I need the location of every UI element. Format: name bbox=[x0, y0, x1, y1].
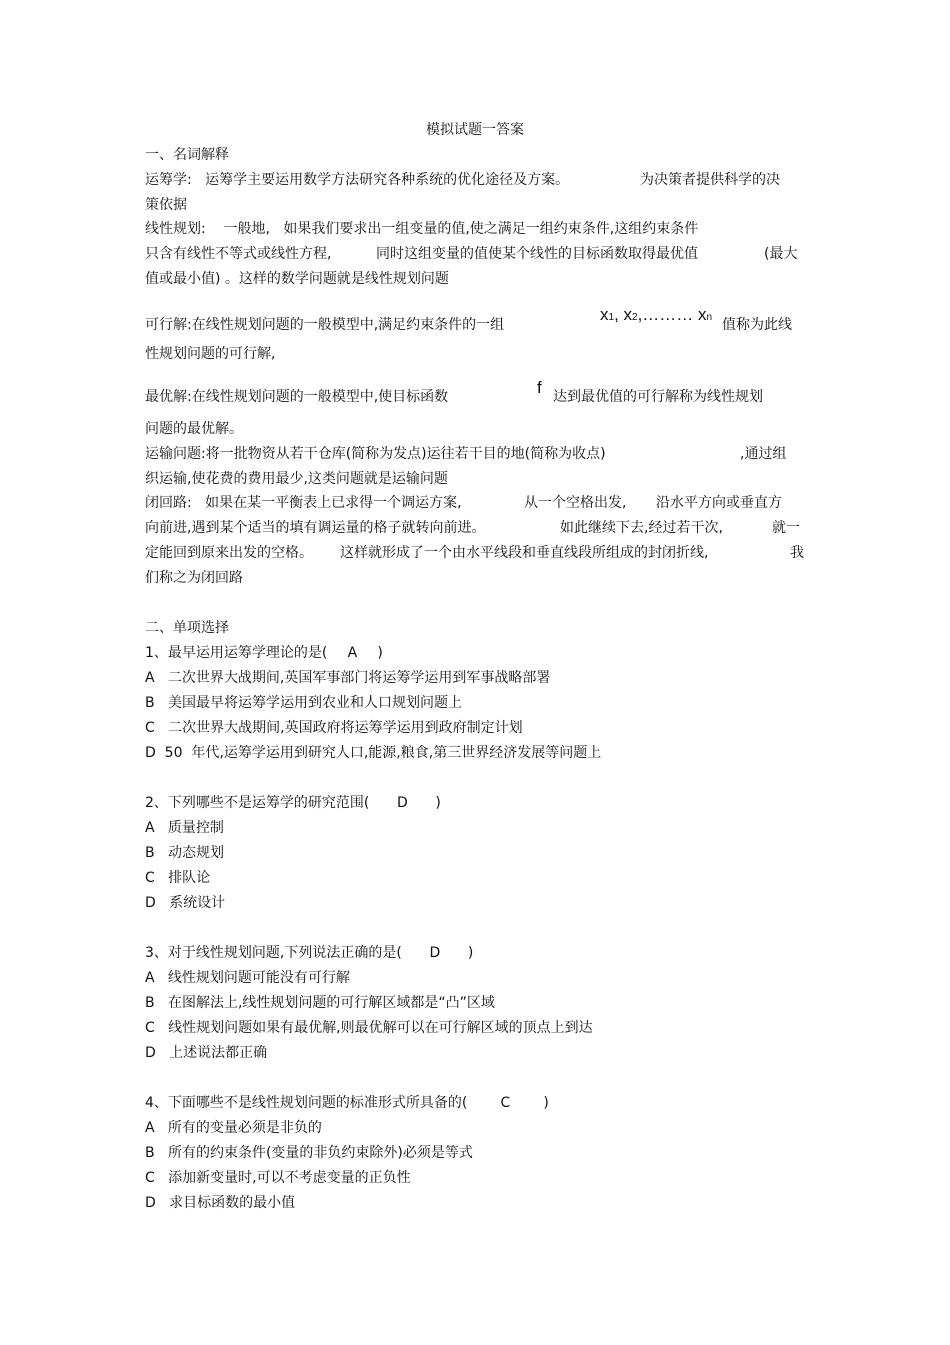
definition-loop-line-3a: 定能回到原来出发的空格。 bbox=[145, 545, 313, 561]
question-4-stem: 4、下面哪些不是线性规划问题的标准形式所具备的( C ) bbox=[145, 1095, 549, 1111]
definition-transport-line-1: 运输问题:将一批物资从若干仓库(简称为发点)运往若干目的地(简称为收点) bbox=[145, 446, 606, 462]
question-4-option-a: A 所有的变量必须是非负的 bbox=[145, 1120, 322, 1136]
question-4-option-b: B 所有的约束条件(变量的非负约束除外)必须是等式 bbox=[145, 1145, 473, 1161]
definition-feasible-line-2: 性规划问题的可行解, bbox=[145, 346, 276, 362]
definition-optimal-line-2: 问题的最优解。 bbox=[145, 421, 243, 437]
question-1-option-a: A 二次世界大战期间,英国军事部门将运筹学运用到军事战略部署 bbox=[145, 670, 551, 686]
definition-loop-line-3c: 我 bbox=[790, 545, 804, 561]
question-3-option-d: D 上述说法都正确 bbox=[145, 1045, 268, 1061]
page-title: 模拟试题一答案 bbox=[426, 122, 524, 138]
question-3-option-b: B 在图解法上,线性规划问题的可行解区域都是“凸”区域 bbox=[145, 995, 495, 1011]
question-2-option-a: A 质量控制 bbox=[145, 820, 224, 836]
definition-loop-line-4: 们称之为闭回路 bbox=[145, 570, 243, 586]
definition-feasible-line-1b: 值称为此线 bbox=[722, 317, 792, 333]
definition-loop-line-1c: 沿水平方向或垂直方 bbox=[656, 495, 782, 511]
definition-loop-line-3b: 这样就形成了一个由水平线段和垂直线段所组成的封闭折线, bbox=[340, 545, 709, 561]
definition-transport-line-1b: ,通过组 bbox=[740, 446, 787, 462]
question-1-option-b: B 美国最早将运筹学运用到农业和人口规划问题上 bbox=[145, 695, 462, 711]
definition-or-line-1b: 为决策者提供科学的决 bbox=[640, 172, 780, 188]
question-4-answer: C bbox=[500, 1095, 511, 1111]
definition-loop-line-2b: 如此继续下去,经过若干次, bbox=[560, 520, 723, 536]
definition-loop-line-1b: 从一个空格出发, bbox=[524, 495, 627, 511]
objective-function-symbol: f bbox=[537, 378, 542, 397]
definition-lp-line-3: 值或最小值) 。这样的数学问题就是线性规划问题 bbox=[145, 271, 449, 287]
section-heading-definitions: 一、名词解释 bbox=[145, 147, 229, 163]
definition-or-line-2: 策依据 bbox=[145, 197, 187, 213]
definition-loop-line-1a: 闭回路: 如果在某一平衡表上已求得一个调运方案, bbox=[145, 495, 462, 511]
definition-optimal-line-1b: 达到最优值的可行解称为线性规划 bbox=[553, 389, 763, 405]
section-heading-choice: 二、单项选择 bbox=[145, 620, 229, 636]
definition-optimal-line-1: 最优解:在线性规划问题的一般模型中,使目标函数 bbox=[145, 389, 449, 405]
question-1-stem: 1、最早运用运筹学理论的是( A ) bbox=[145, 645, 383, 661]
definition-lp-line-2c: (最大 bbox=[764, 246, 798, 262]
question-2-stem: 2、下列哪些不是运筹学的研究范围( D ) bbox=[145, 795, 441, 811]
question-4-option-d: D 求目标函数的最小值 bbox=[145, 1195, 296, 1211]
question-2-answer: D bbox=[396, 795, 408, 811]
question-1-answer: A bbox=[347, 645, 358, 661]
variable-list-formula: x1, x2,……… xn bbox=[600, 305, 713, 324]
question-2-option-c: C 排队论 bbox=[145, 870, 211, 886]
question-2-option-d: D 系统设计 bbox=[145, 895, 226, 911]
question-3-option-a: A 线性规划问题可能没有可行解 bbox=[145, 970, 350, 986]
question-3-stem: 3、对于线性规划问题,下列说法正确的是( D ) bbox=[145, 945, 474, 961]
question-1-option-c: C 二次世界大战期间,英国政府将运筹学运用到政府制定计划 bbox=[145, 720, 523, 736]
definition-feasible-line-1: 可行解:在线性规划问题的一般模型中,满足约束条件的一组 bbox=[145, 317, 505, 333]
definition-lp-line-2b: 同时这组变量的值使某个线性的目标函数取得最优值 bbox=[376, 246, 698, 262]
question-3-answer: D bbox=[429, 945, 441, 961]
definition-lp-line-2a: 只含有线性不等式或线性方程, bbox=[145, 246, 332, 262]
question-4-option-c: C 添加新变量时,可以不考虑变量的正负性 bbox=[145, 1170, 411, 1186]
definition-loop-line-2a: 向前进,遇到某个适当的填有调运量的格子就转向前进。 bbox=[145, 520, 486, 536]
question-2-option-b: B 动态规划 bbox=[145, 845, 224, 861]
question-1-option-d: D 50 年代,运筹学运用到研究人口,能源,粮食,第三世界经济发展等问题上 bbox=[145, 745, 602, 761]
definition-loop-line-2c: 就一 bbox=[772, 520, 800, 536]
definition-transport-line-2: 织运输,使花费的费用最少,这类问题就是运输问题 bbox=[145, 471, 448, 487]
question-3-option-c: C 线性规划问题如果有最优解,则最优解可以在可行解区域的顶点上到达 bbox=[145, 1020, 593, 1036]
definition-lp-line-1: 线性规划: 一般地, 如果我们要求出一组变量的值,使之满足一组约束条件,这组约束条件 bbox=[145, 221, 699, 237]
definition-or-line-1: 运筹学: 运筹学主要运用数学方法研究各种系统的优化途径及方案。 bbox=[145, 172, 570, 188]
